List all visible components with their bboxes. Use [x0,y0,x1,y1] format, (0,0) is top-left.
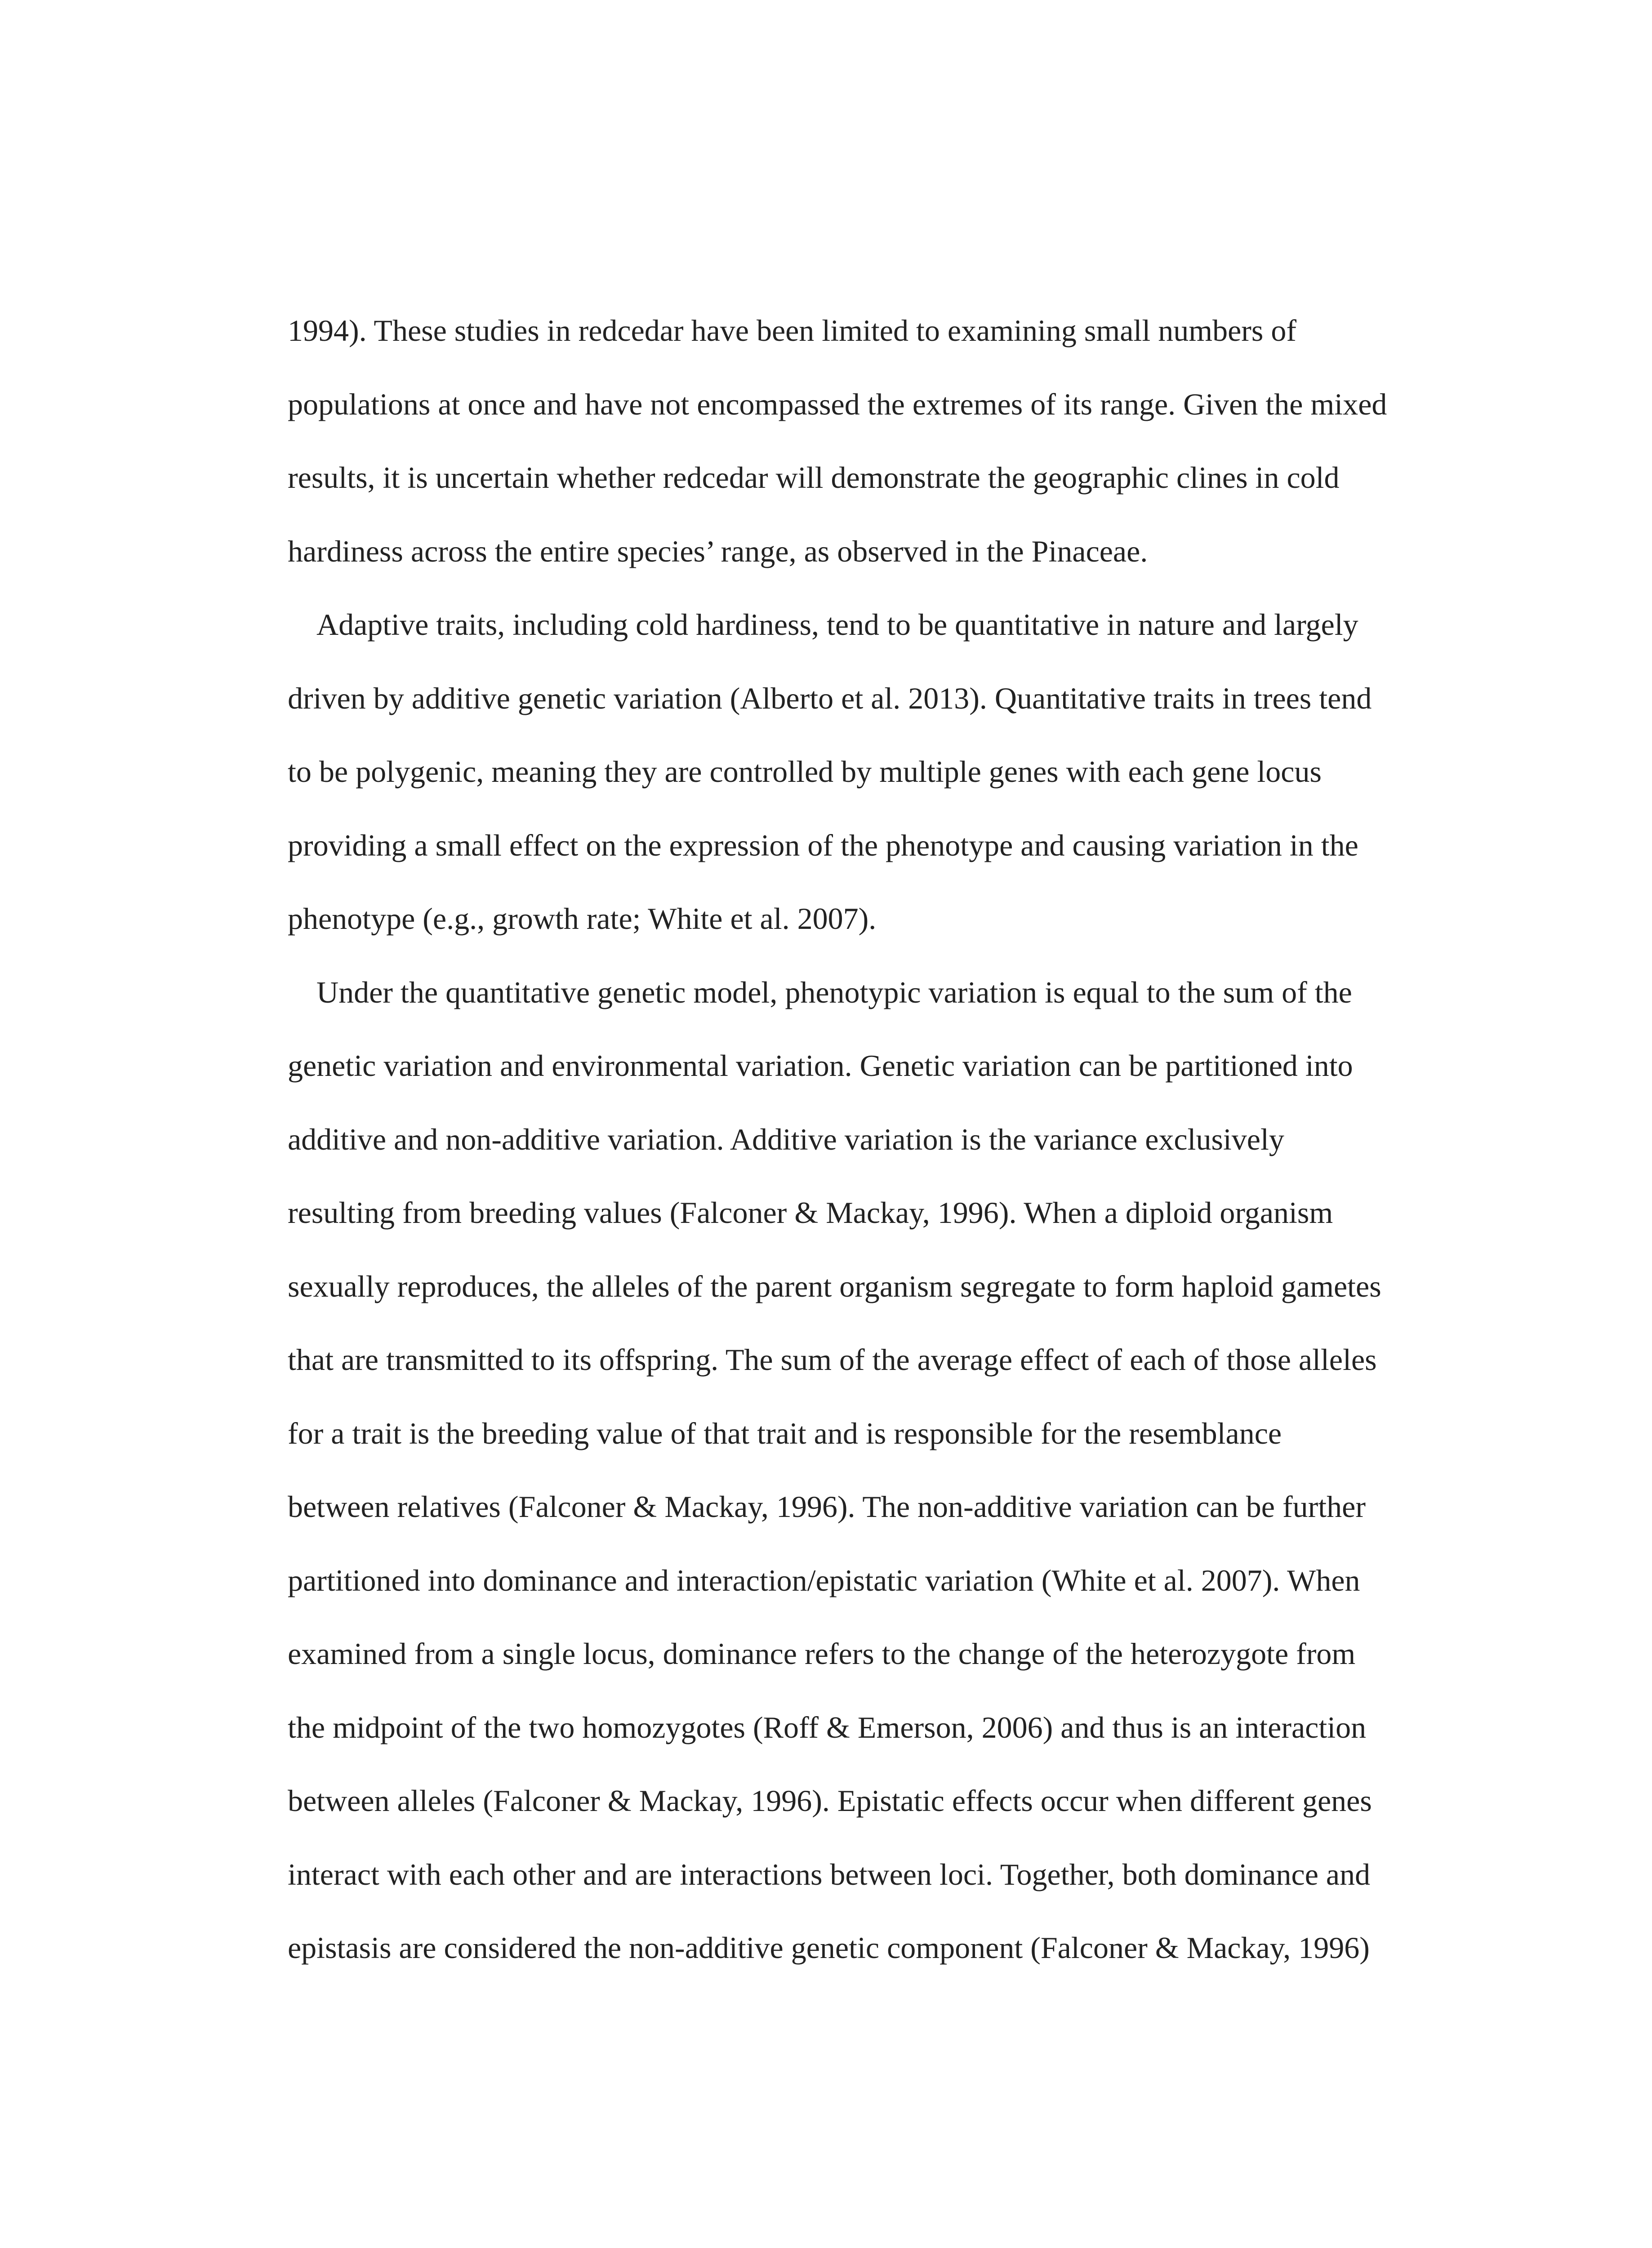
text-line: the midpoint of the two homozygotes (Roff & Emerson, 2006) and thus is an interaction [288,1710,1367,1744]
text-line: to be polygenic, meaning they are controlled by multiple genes with each gene locus [288,754,1322,789]
text-line: resulting from breeding values (Falconer & Mackay, 1996). When a diploid organism [288,1195,1333,1230]
text-line: providing a small effect on the expression of the phenotype and causing variation in the [288,828,1358,862]
text-line: between alleles (Falconer & Mackay, 1996). Epistatic effects occur when different genes [288,1784,1372,1818]
text-line: driven by additive genetic variation (Alberto et al. 2013). Quantitative traits in trees tend [288,681,1372,715]
paragraph-2 [288,588,1438,956]
text-line: Under the quantitative genetic model, phenotypic variation is equal to the sum of the [316,975,1352,1009]
text-line: additive and non-additive variation. Additive variation is the variance exclusively [288,1122,1284,1156]
text-line: sexually reproduces, the alleles of the parent organism segregate to form haploid gametes [288,1269,1381,1303]
body-text [288,294,1438,1985]
text-line: results, it is uncertain whether redcedar will demonstrate the geographic clines in cold [288,460,1340,495]
text-line: interact with each other and are interactions between loci. Together, both dominance and [288,1857,1371,1891]
text-line: hardiness across the entire species’ range, as observed in the Pinaceae. [288,534,1148,568]
text-line: Adaptive traits, including cold hardiness, tend to be quantitative in nature and largely [316,607,1358,642]
text-line: phenotype (e.g., growth rate; White et al. 2007). [288,901,877,936]
text-line: between relatives (Falconer & Mackay, 1996). The non-additive variation can be further [288,1490,1366,1524]
text-line: populations at once and have not encompassed the extremes of its range. Given the mixed [288,387,1387,421]
text-line: examined from a single locus, dominance refers to the change of the heterozygote from [288,1637,1356,1671]
paragraph-3 [288,956,1438,1985]
text-line: partitioned into dominance and interaction/epistatic variation (White et al. 2007). When [288,1563,1360,1597]
text-line: for a trait is the breeding value of that trait and is responsible for the resemblance [288,1416,1282,1450]
paragraph-1 [288,294,1438,588]
text-line: epistasis are considered the non-additive genetic component (Falconer & Mackay, 1996) [288,1931,1370,1965]
text-line: that are transmitted to its offspring. The sum of the average effect of each of those alleles [288,1343,1377,1377]
text-line: 1994). These studies in redcedar have been limited to examining small numbers of [288,313,1297,348]
text-line: genetic variation and environmental variation. Genetic variation can be partitioned into [288,1048,1353,1083]
